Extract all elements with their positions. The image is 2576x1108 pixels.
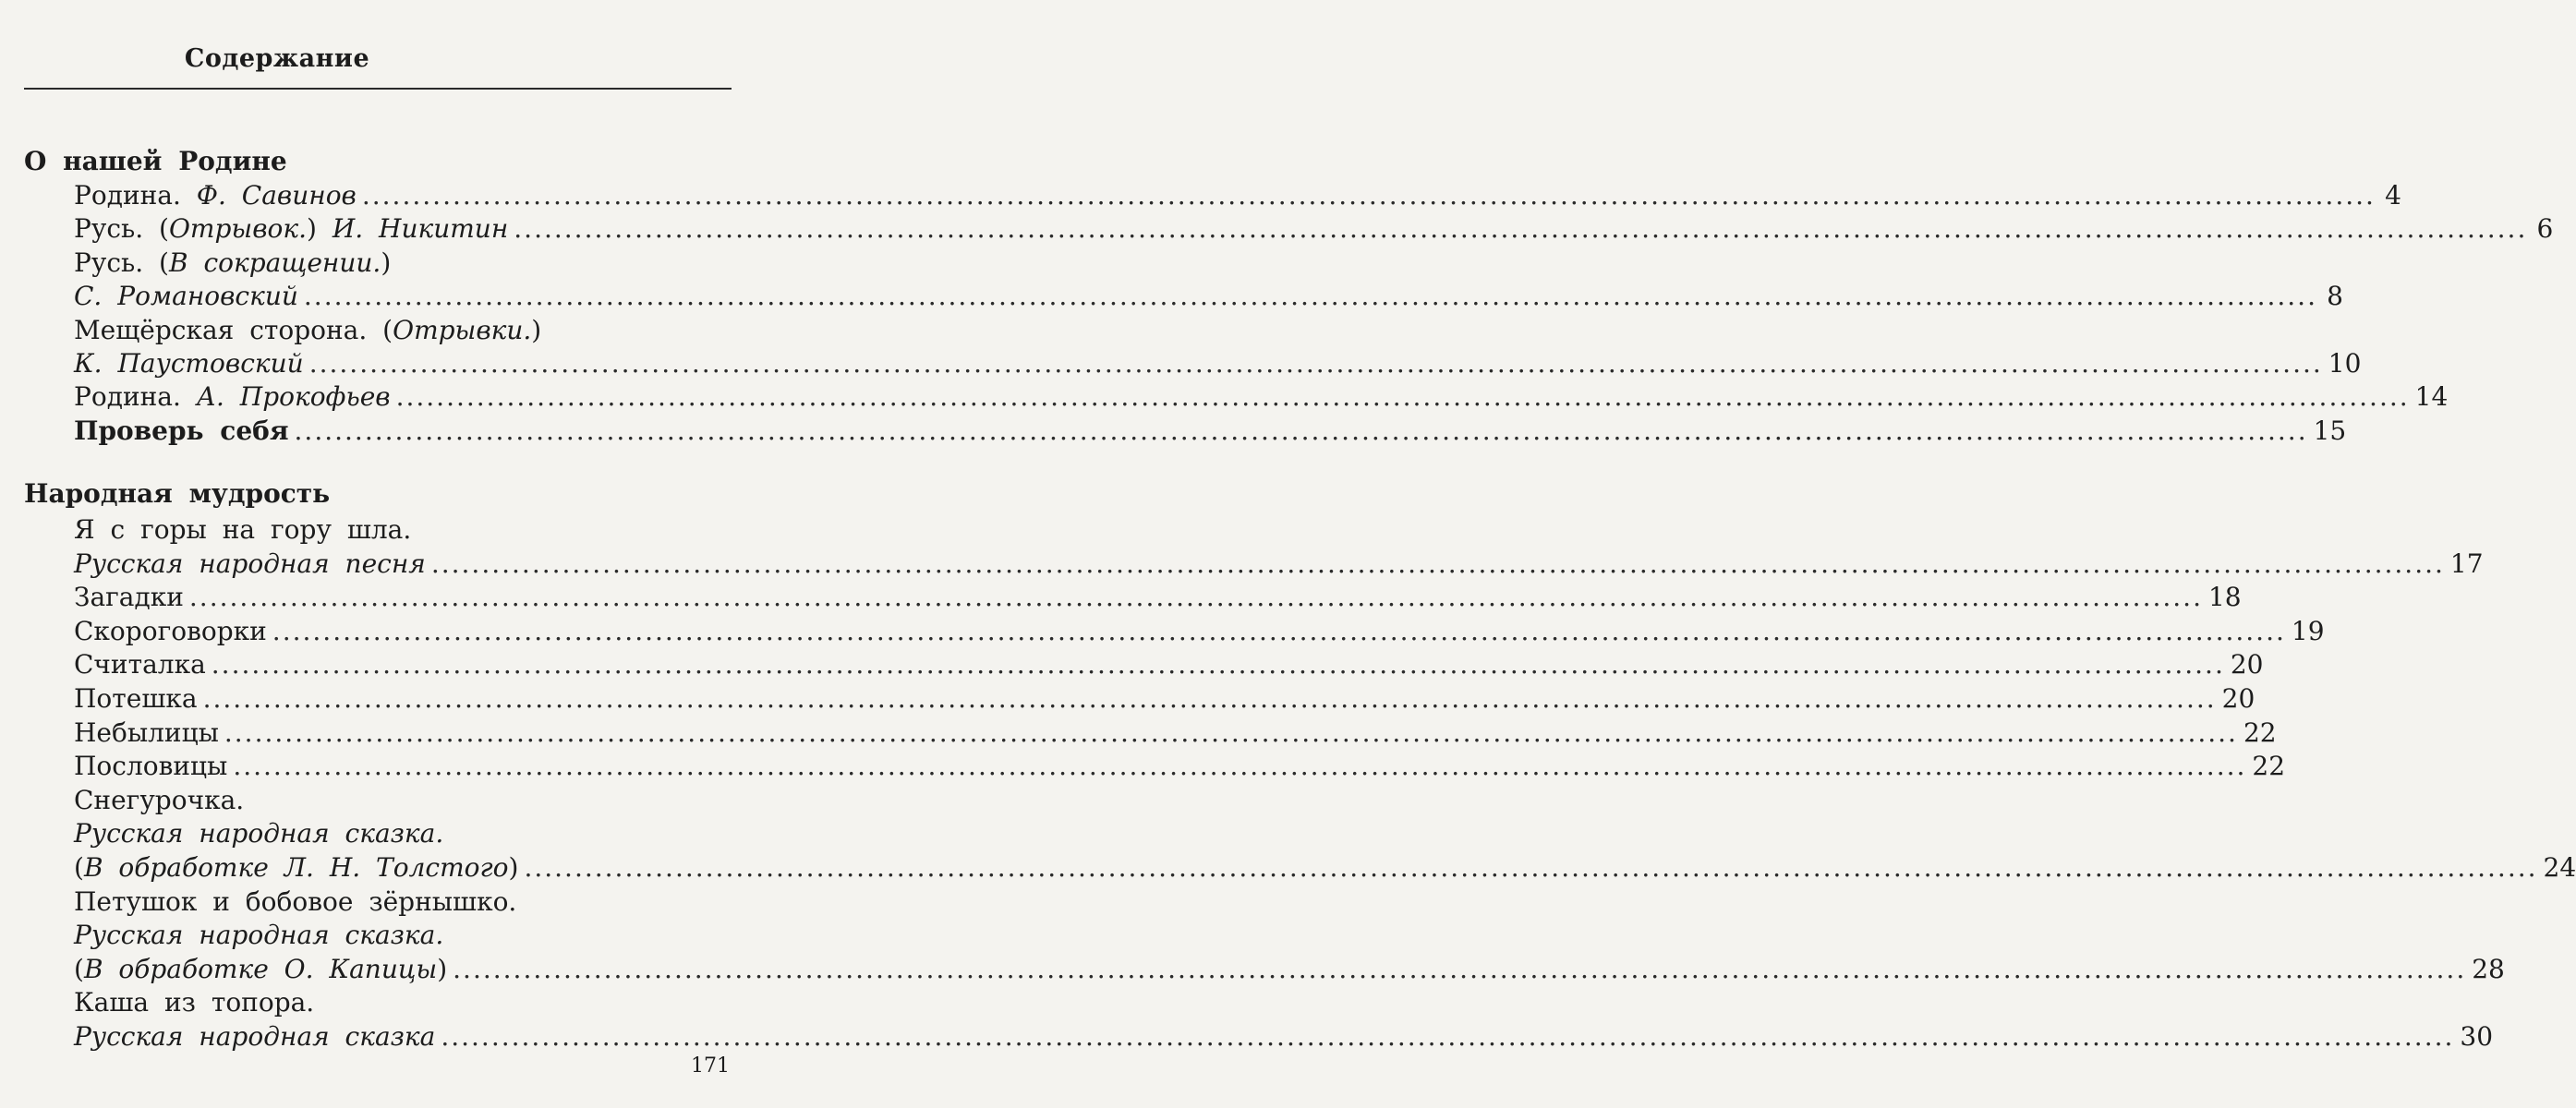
toc-entry-title (74, 381, 391, 412)
toc-entry-title (74, 954, 447, 984)
toc-entry-text: Потешка (74, 683, 198, 714)
toc-entry (74, 381, 2449, 416)
toc-page-number: 18 (2207, 582, 2242, 613)
toc-entry-text: Снегурочка. (74, 784, 245, 815)
toc-entry-title (74, 649, 206, 680)
toc-entry-title (74, 281, 298, 311)
toc-entry-text: ) (508, 852, 519, 883)
leader-dots: ........................................................................................................................................................................................................ (202, 683, 2217, 714)
toc-entry-title (74, 751, 227, 781)
toc-page-number: 20 (2221, 683, 2256, 714)
leader-dots: ........................................................................................................................................................................................................ (294, 415, 2308, 446)
toc-entry-title (74, 213, 508, 244)
toc-entry (74, 514, 732, 549)
toc-entry-title (74, 315, 541, 345)
toc-entry-text: Русь. ( (74, 247, 169, 278)
leader-dots: ........................................................................................................................................................................................................ (514, 213, 2528, 245)
leader-dots: ........................................................................................................................................................................................................ (524, 852, 2538, 883)
toc-entry (74, 213, 2554, 248)
toc-entry (74, 548, 2484, 584)
toc-page-number: 28 (2472, 953, 2505, 984)
toc-entry-text: Я с горы на гору шла. (74, 514, 412, 545)
leader-dots: ........................................................................................................................................................................................................ (224, 717, 2238, 748)
toc-entry-title (74, 717, 219, 748)
toc-entry-text: Скороговорки (74, 615, 267, 646)
section-heading: Народная мудрость (24, 478, 331, 509)
leader-dots: ........................................................................................................................................................................................................ (308, 348, 2323, 379)
toc-entry (74, 315, 732, 350)
toc-entry-title (74, 920, 443, 950)
toc-entry-title (74, 785, 244, 815)
toc-entry-text: Русь. ( (74, 213, 169, 245)
toc-entry-title (74, 514, 411, 545)
leader-dots: ........................................................................................................................................................................................................ (303, 281, 2317, 312)
toc-page-number: 4 (2385, 180, 2401, 211)
toc-entry-text: ) (531, 314, 542, 345)
toc-entry-text: Русская народная сказка (74, 1021, 436, 1052)
leader-dots: ........................................................................................................................................................................................................ (453, 953, 2467, 984)
toc-entry-text: Считалка (74, 649, 206, 680)
toc-entry (74, 348, 2362, 383)
toc-entry-text: Родина. (74, 381, 197, 413)
leader-dots: ........................................................................................................................................................................................................ (441, 1021, 2455, 1052)
leader-dots: ........................................................................................................................................................................................................ (430, 548, 2445, 579)
toc-entry-text: Загадки (74, 582, 184, 613)
toc-page-number: 17 (2449, 548, 2484, 579)
toc-entry-title (74, 886, 516, 917)
toc-entry-title (74, 247, 391, 278)
page-title: Содержание (184, 44, 370, 73)
toc-entry-text: В сокращении. (168, 247, 381, 278)
leader-dots: ........................................................................................................................................................................................................ (272, 615, 2286, 646)
toc-entry (74, 180, 2401, 215)
toc-entry-text: Мещёрская сторона. ( (74, 314, 393, 345)
toc-entry-text: ) (306, 213, 333, 245)
toc-entry-title (74, 180, 357, 211)
toc-entry (74, 785, 732, 820)
toc-page-number: 22 (2252, 751, 2286, 782)
toc-entry-text: Родина. (74, 180, 197, 211)
section-heading: О нашей Родине (24, 146, 287, 176)
toc-entry-title (74, 582, 184, 612)
toc-entry (74, 818, 732, 853)
toc-entry-title (74, 416, 289, 446)
toc-entry-text: Каша из топора. (74, 987, 315, 1018)
toc-entry (74, 852, 2576, 887)
toc-entry (74, 920, 732, 955)
leader-dots: ........................................................................................................................................................................................................ (361, 180, 2376, 211)
page-number: 171 (691, 1054, 730, 1078)
leader-dots: ........................................................................................................................................................................................................ (211, 649, 2225, 680)
toc-page-number: 8 (2327, 281, 2343, 312)
toc-entry-text: Русская народная сказка. (74, 818, 444, 849)
toc-entry (74, 247, 732, 283)
toc-entry-text: Отрывки. (393, 314, 532, 345)
toc-entry-text: Проверь себя (74, 415, 289, 446)
title-divider (24, 88, 732, 90)
toc-entry-title (74, 348, 304, 379)
toc-entry (74, 987, 732, 1022)
toc-entry-text: Пословицы (74, 751, 228, 782)
toc-entry-text: Отрывок. (168, 213, 307, 245)
toc-entry (74, 717, 2277, 753)
toc-entry-text: В обработке Л. Н. Толстого (83, 852, 509, 883)
leader-dots: ........................................................................................................................................................................................................ (188, 582, 2203, 613)
toc-entry-text: Русская народная песня (74, 548, 426, 579)
toc-entry-text: А. Прокофьев (196, 381, 391, 413)
toc-entry-title (74, 1021, 435, 1052)
toc-entry (74, 683, 2256, 718)
toc-entry (74, 615, 2325, 651)
toc-entry-text: ( (74, 953, 84, 984)
toc-entry-text: К. Паустовский (74, 348, 304, 379)
toc-entry-title (74, 683, 198, 714)
toc-entry (74, 649, 2264, 684)
toc-entry-title (74, 987, 314, 1018)
toc-page-number: 15 (2313, 415, 2347, 446)
toc-page-number: 19 (2291, 615, 2325, 646)
toc-entry-title (74, 616, 267, 646)
toc-entry-text: ) (381, 247, 392, 278)
toc-entry (74, 281, 2343, 316)
toc-page-number: 30 (2460, 1021, 2494, 1052)
toc-entry (74, 415, 2347, 451)
toc-page-number: 6 (2536, 213, 2554, 245)
leader-dots: ........................................................................................................................................................................................................ (395, 381, 2410, 413)
toc-entry-text: Петушок и бобовое зёрнышко. (74, 885, 517, 917)
toc-entry-text: Русская народная сказка. (74, 920, 444, 951)
toc-entry (74, 582, 2242, 617)
toc-entry-title (74, 548, 426, 579)
toc-page-number: 10 (2328, 348, 2362, 379)
toc-entry-text: ( (74, 852, 84, 883)
toc-entry (74, 751, 2286, 786)
toc-page-number: 24 (2543, 852, 2576, 883)
toc-entry (74, 953, 2505, 989)
toc-entry-text: С. Романовский (74, 281, 298, 312)
toc-entry-text: Небылицы (74, 717, 219, 748)
toc-entry (74, 886, 732, 921)
toc-page-number: 22 (2243, 717, 2277, 748)
toc-entry-title (74, 852, 518, 883)
toc-entry (74, 1021, 2494, 1056)
toc-entry-text: И. Никитин (332, 213, 509, 245)
toc-entry-title (74, 818, 443, 849)
toc-page-number: 20 (2230, 649, 2264, 680)
toc-page-number: 14 (2414, 381, 2449, 413)
leader-dots: ........................................................................................................................................................................................................ (233, 751, 2247, 782)
toc-entry-text: В обработке О. Капицы (83, 953, 438, 984)
toc-entry-text: ) (437, 953, 448, 984)
toc-entry-text: Ф. Савинов (196, 180, 357, 211)
